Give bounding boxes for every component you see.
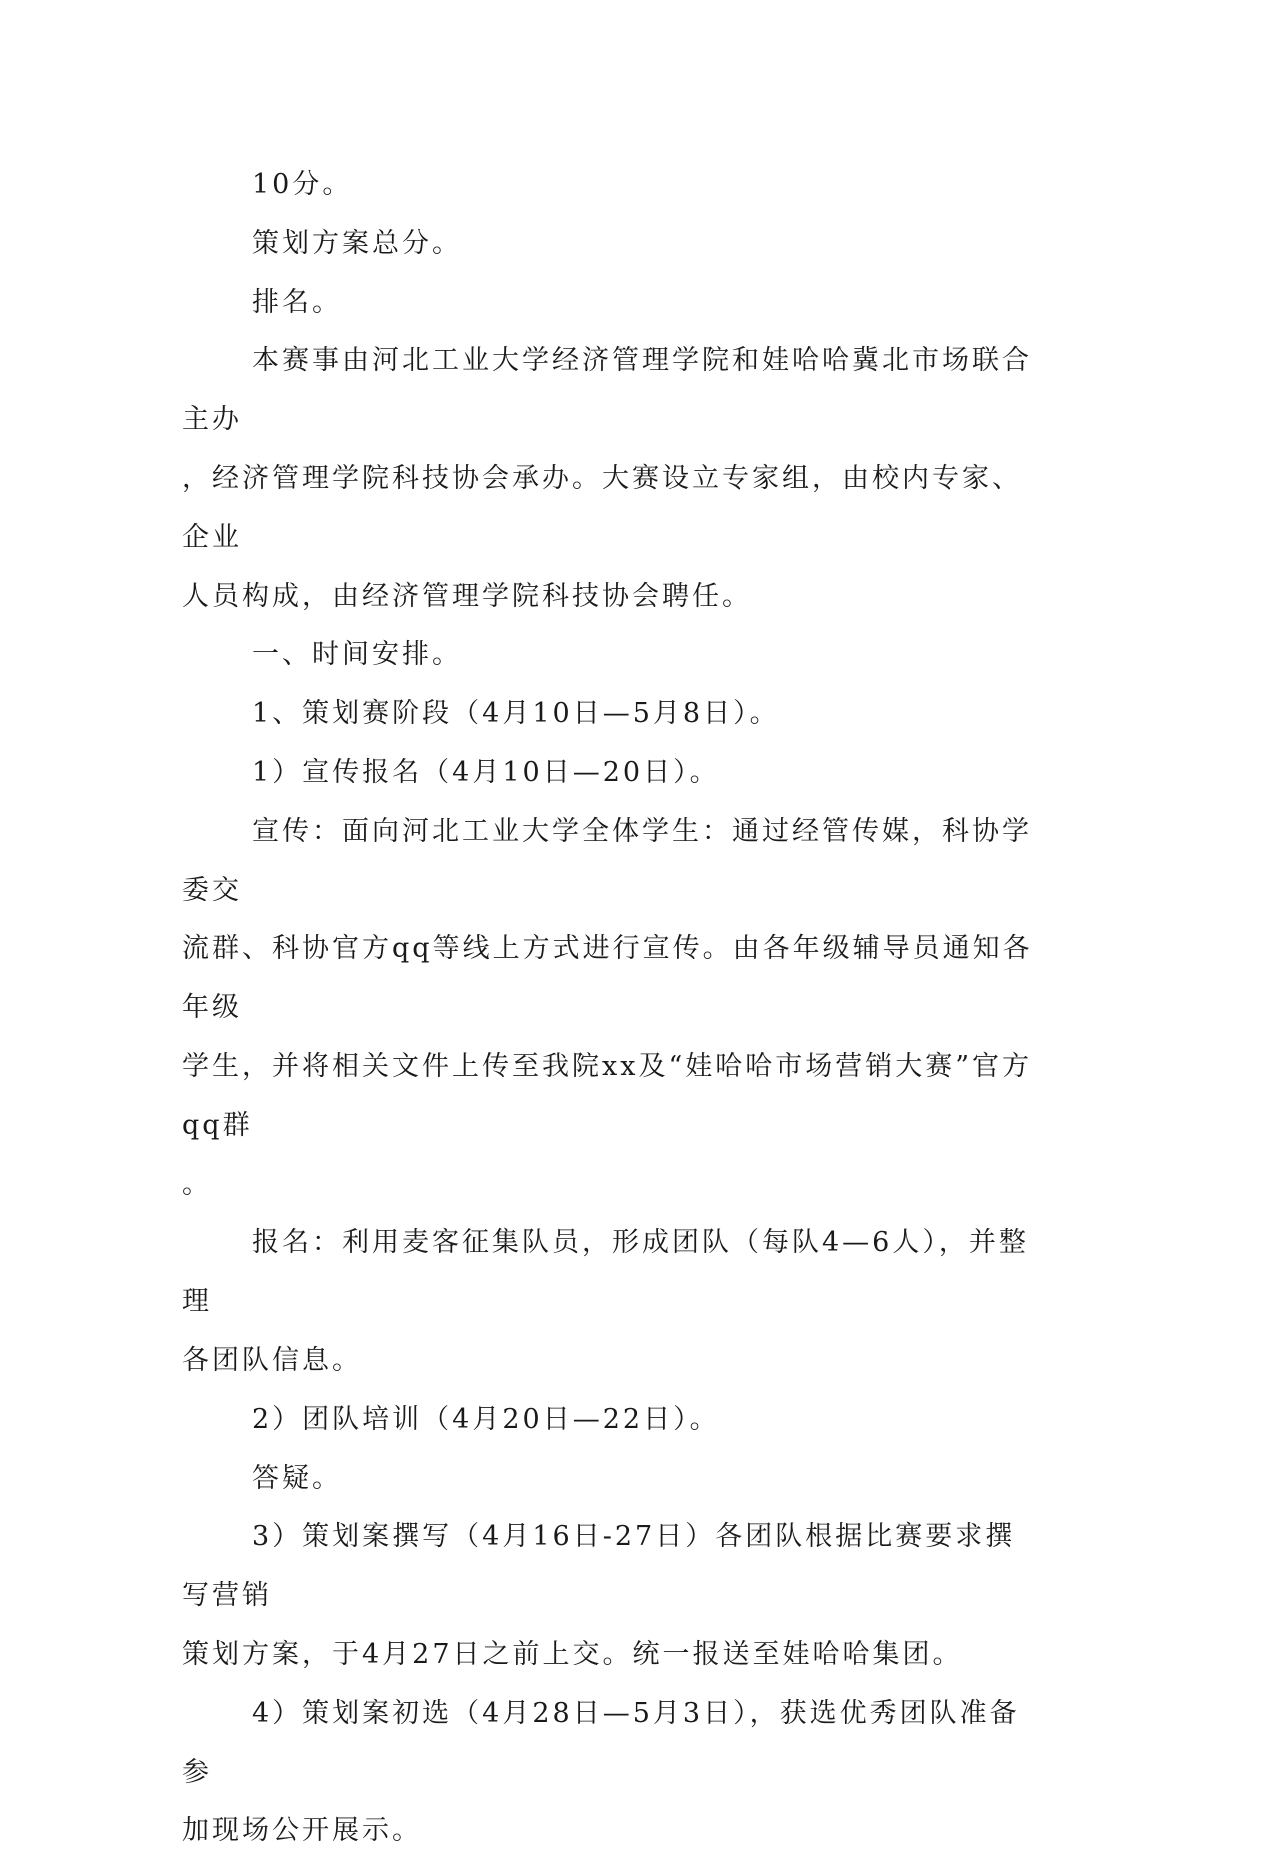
heading-schedule: 一、时间安排。 [252,639,462,671]
paragraph-publicity-registration: 1）宣传报名（4月10日—20日）。 [252,756,720,788]
paragraph-organizers: 本赛事由河北工业大学经济管理学院和娃哈哈冀北市场联合主办 ，经济管理学院科技协会承办。大赛设立专家组，由校内专家、企业 人员构成，由经济管理学院科技协会聘任。 [182,345,1032,612]
paragraph-registration: 报名：利用麦客征集队员，形成团队（每队4—6人），并整理 各团队信息。 [182,1227,1029,1376]
paragraph-preliminary-selection: 4）策划案初选（4月28日—5月3日），获选优秀团队准备参 加现场公开展示。 [182,1697,1020,1847]
paragraph-qa: 答疑。 [252,1462,342,1494]
paragraph-ranking: 排名。 [252,286,342,318]
paragraph-planning-stage: 1、策划赛阶段（4月10日—5月8日）。 [252,698,780,730]
paragraph-publicity: 宣传：面向河北工业大学全体学生：通过经管传媒，科协学委交 流群、科协官方qq等线上方式进行宣传。由各年级辅导员通知各年级 学生，并将相关文件上传至我院xx及“娃哈哈市场营销大赛”官方qq群 。 [182,815,1033,1200]
paragraph-team-training: 2）团队培训（4月20日—22日）。 [252,1403,720,1435]
paragraph-plan-writing: 3）策划案撰写（4月16日-27日）各团队根据比赛要求撰写营销 策划方案，于4月27日之前上交。统一报送至娃哈哈集团。 [182,1521,1016,1670]
document-body [182,156,1042,1861]
paragraph-score-10: 10分。 [252,169,353,200]
paragraph-total-score: 策划方案总分。 [252,227,462,259]
